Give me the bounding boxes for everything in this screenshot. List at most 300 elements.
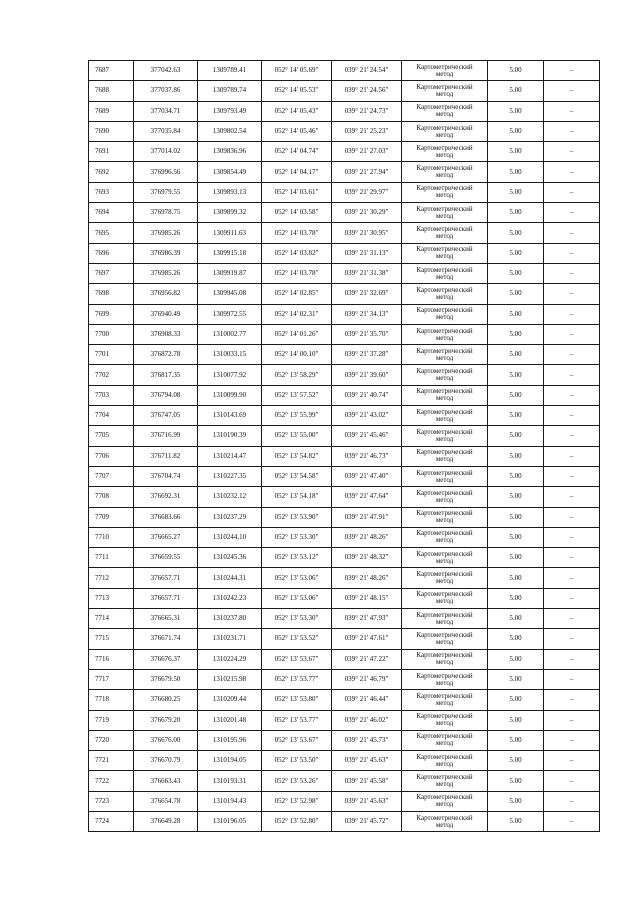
point-number-cell: 7692 (89, 162, 134, 182)
method-text-line: Картометрический (416, 103, 473, 112)
note-cell: – (544, 121, 600, 141)
method-text-line: Картометрический (416, 793, 473, 802)
accuracy-cell: 5.00 (488, 730, 544, 750)
accuracy-cell: 5.00 (488, 507, 544, 527)
x-coordinate-cell: 376676.00 (134, 730, 198, 750)
note-cell: – (544, 385, 600, 405)
y-coordinate-cell: 1309972.55 (198, 304, 262, 324)
note-cell: – (544, 426, 600, 446)
accuracy-cell: 5.00 (488, 142, 544, 162)
longitude-cell: 039° 21' 27.03" (332, 142, 402, 162)
point-number-cell: 7723 (89, 791, 134, 811)
x-coordinate-cell: 376979.55 (134, 182, 198, 202)
table-row (89, 466, 600, 486)
method-text-line: метод (435, 800, 454, 809)
method-cell (402, 527, 488, 547)
table-row (89, 121, 600, 141)
method-text-line: метод (435, 739, 454, 748)
method-cell (402, 446, 488, 466)
method-cell (402, 568, 488, 588)
latitude-cell: 052° 13' 53.12" (262, 548, 332, 568)
y-coordinate-cell: 1310244.31 (198, 568, 262, 588)
method-text-line: Картометрический (416, 732, 473, 741)
latitude-cell: 052° 13' 54.18" (262, 487, 332, 507)
table-row (89, 203, 600, 223)
table-row (89, 710, 600, 730)
point-number-cell: 7720 (89, 730, 134, 750)
note-cell: – (544, 223, 600, 243)
method-cell (402, 466, 488, 486)
y-coordinate-cell: 1309836.96 (198, 142, 262, 162)
longitude-cell: 039° 21' 27.94" (332, 162, 402, 182)
point-number-cell: 7713 (89, 588, 134, 608)
point-number-cell: 7715 (89, 629, 134, 649)
longitude-cell: 039° 21' 30.29" (332, 203, 402, 223)
method-cell (402, 284, 488, 304)
latitude-cell: 052° 13' 54.58" (262, 466, 332, 486)
note-cell: – (544, 61, 600, 81)
longitude-cell: 039° 21' 29.97" (332, 182, 402, 202)
latitude-cell: 052° 14' 02.31" (262, 304, 332, 324)
table-body (89, 61, 600, 832)
longitude-cell: 039° 21' 48.26" (332, 527, 402, 547)
x-coordinate-cell: 376676.37 (134, 649, 198, 669)
method-text-line: Картометрический (416, 590, 473, 599)
y-coordinate-cell: 1310143.69 (198, 406, 262, 426)
table-row (89, 385, 600, 405)
y-coordinate-cell: 1309945.08 (198, 284, 262, 304)
y-coordinate-cell: 1309919.87 (198, 263, 262, 283)
method-text-line: Картометрический (416, 326, 473, 335)
y-coordinate-cell: 1309915.18 (198, 243, 262, 263)
method-text-line: метод (435, 191, 454, 200)
longitude-cell: 039° 21' 32.69" (332, 284, 402, 304)
x-coordinate-cell: 376996.56 (134, 162, 198, 182)
note-cell: – (544, 446, 600, 466)
method-cell (402, 649, 488, 669)
method-text-line: метод (435, 475, 454, 484)
accuracy-cell: 5.00 (488, 284, 544, 304)
y-coordinate-cell: 1309789.74 (198, 81, 262, 101)
latitude-cell: 052° 13' 53.52" (262, 629, 332, 649)
table-row (89, 304, 600, 324)
note-cell: – (544, 345, 600, 365)
y-coordinate-cell: 1310231.71 (198, 629, 262, 649)
accuracy-cell: 5.00 (488, 751, 544, 771)
method-cell (402, 730, 488, 750)
latitude-cell: 052° 13' 53.77" (262, 669, 332, 689)
longitude-cell: 039° 21' 25.23" (332, 121, 402, 141)
method-cell (402, 101, 488, 121)
method-cell (402, 487, 488, 507)
point-number-cell: 7710 (89, 527, 134, 547)
table-row (89, 263, 600, 283)
method-text-line: Картометрический (416, 82, 473, 91)
note-cell: – (544, 669, 600, 689)
latitude-cell: 052° 13' 54.82" (262, 446, 332, 466)
note-cell: – (544, 284, 600, 304)
y-coordinate-cell: 1310190.39 (198, 426, 262, 446)
point-number-cell: 7696 (89, 243, 134, 263)
method-text-line: Картометрический (416, 549, 473, 558)
table-row (89, 548, 600, 568)
longitude-cell: 039° 21' 37.28" (332, 345, 402, 365)
method-cell (402, 426, 488, 446)
method-text-line: Картометрический (416, 123, 473, 132)
method-text-line: метод (435, 171, 454, 180)
y-coordinate-cell: 1309789.41 (198, 61, 262, 81)
table-row (89, 345, 600, 365)
method-text-line: метод (435, 698, 454, 707)
y-coordinate-cell: 1310244.10 (198, 527, 262, 547)
method-text-line: метод (435, 536, 454, 545)
x-coordinate-cell: 376986.39 (134, 243, 198, 263)
longitude-cell: 039° 21' 34.13" (332, 304, 402, 324)
method-text-line: Картометрический (416, 184, 473, 193)
point-number-cell: 7708 (89, 487, 134, 507)
accuracy-cell: 5.00 (488, 345, 544, 365)
table-row (89, 690, 600, 710)
x-coordinate-cell: 376657.71 (134, 588, 198, 608)
method-cell (402, 791, 488, 811)
y-coordinate-cell: 1310099.90 (198, 385, 262, 405)
method-cell (402, 669, 488, 689)
latitude-cell: 052° 14' 05.69" (262, 61, 332, 81)
method-text-line: Картометрический (416, 651, 473, 660)
latitude-cell: 052° 14' 03.78" (262, 223, 332, 243)
method-cell (402, 162, 488, 182)
y-coordinate-cell: 1310201.48 (198, 710, 262, 730)
accuracy-cell: 5.00 (488, 690, 544, 710)
method-text-line: метод (435, 110, 454, 119)
x-coordinate-cell: 376679.50 (134, 669, 198, 689)
point-number-cell: 7709 (89, 507, 134, 527)
y-coordinate-cell: 1309893.13 (198, 182, 262, 202)
x-coordinate-cell: 377042.63 (134, 61, 198, 81)
table-row (89, 811, 600, 831)
note-cell: – (544, 406, 600, 426)
x-coordinate-cell: 376908.33 (134, 324, 198, 344)
method-text-line: Картометрический (416, 610, 473, 619)
method-text-line: Картометрический (416, 752, 473, 761)
method-text-line: Картометрический (416, 225, 473, 234)
latitude-cell: 052° 14' 03.82" (262, 243, 332, 263)
table-row (89, 669, 600, 689)
method-cell (402, 811, 488, 831)
method-text-line: метод (435, 658, 454, 667)
longitude-cell: 039° 21' 46.02" (332, 710, 402, 730)
note-cell: – (544, 588, 600, 608)
table-row (89, 730, 600, 750)
table-row (89, 101, 600, 121)
point-number-cell: 7698 (89, 284, 134, 304)
accuracy-cell: 5.00 (488, 548, 544, 568)
table-row (89, 609, 600, 629)
accuracy-cell: 5.00 (488, 811, 544, 831)
method-text-line: метод (435, 232, 454, 241)
method-text-line: Картометрический (416, 712, 473, 721)
latitude-cell: 052° 13' 53.26" (262, 771, 332, 791)
table-row (89, 751, 600, 771)
latitude-cell: 052° 13' 55.00" (262, 426, 332, 446)
accuracy-cell: 5.00 (488, 101, 544, 121)
y-coordinate-cell: 1310033.15 (198, 345, 262, 365)
method-text-line: метод (435, 780, 454, 789)
point-number-cell: 7691 (89, 142, 134, 162)
accuracy-cell: 5.00 (488, 426, 544, 446)
longitude-cell: 039° 21' 47.22" (332, 649, 402, 669)
latitude-cell: 052° 14' 03.78" (262, 263, 332, 283)
method-cell (402, 588, 488, 608)
method-text-line: метод (435, 272, 454, 281)
latitude-cell: 052° 14' 04.17" (262, 162, 332, 182)
latitude-cell: 052° 13' 53.90" (262, 507, 332, 527)
method-text-line: Картометрический (416, 346, 473, 355)
point-number-cell: 7695 (89, 223, 134, 243)
latitude-cell: 052° 13' 57.52" (262, 385, 332, 405)
point-number-cell: 7707 (89, 466, 134, 486)
method-cell (402, 263, 488, 283)
note-cell: – (544, 751, 600, 771)
method-text-line: метод (435, 353, 454, 362)
method-text-line: метод (435, 130, 454, 139)
method-text-line: метод (435, 252, 454, 261)
method-cell (402, 548, 488, 568)
point-number-cell: 7693 (89, 182, 134, 202)
longitude-cell: 039° 21' 24.54" (332, 61, 402, 81)
accuracy-cell: 5.00 (488, 487, 544, 507)
x-coordinate-cell: 377037.86 (134, 81, 198, 101)
accuracy-cell: 5.00 (488, 446, 544, 466)
accuracy-cell: 5.00 (488, 588, 544, 608)
method-text-line: метод (435, 597, 454, 606)
method-text-line: Картометрический (416, 691, 473, 700)
point-number-cell: 7690 (89, 121, 134, 141)
x-coordinate-cell: 376671.74 (134, 629, 198, 649)
note-cell: – (544, 649, 600, 669)
point-number-cell: 7689 (89, 101, 134, 121)
accuracy-cell: 5.00 (488, 527, 544, 547)
accuracy-cell: 5.00 (488, 385, 544, 405)
point-number-cell: 7721 (89, 751, 134, 771)
point-number-cell: 7700 (89, 324, 134, 344)
latitude-cell: 052° 13' 58.29" (262, 365, 332, 385)
x-coordinate-cell: 376985.26 (134, 223, 198, 243)
accuracy-cell: 5.00 (488, 243, 544, 263)
accuracy-cell: 5.00 (488, 203, 544, 223)
table-row (89, 162, 600, 182)
table-row (89, 324, 600, 344)
point-number-cell: 7716 (89, 649, 134, 669)
x-coordinate-cell: 376817.35 (134, 365, 198, 385)
latitude-cell: 052° 13' 53.30" (262, 609, 332, 629)
table-row (89, 649, 600, 669)
point-number-cell: 7714 (89, 609, 134, 629)
method-text-line: метод (435, 577, 454, 586)
table-row (89, 426, 600, 446)
table-row (89, 61, 600, 81)
method-text-line: метод (435, 333, 454, 342)
note-cell: – (544, 487, 600, 507)
method-text-line: метод (435, 617, 454, 626)
point-number-cell: 7704 (89, 406, 134, 426)
accuracy-cell: 5.00 (488, 81, 544, 101)
longitude-cell: 039° 21' 45.63" (332, 791, 402, 811)
method-cell (402, 345, 488, 365)
accuracy-cell: 5.00 (488, 791, 544, 811)
note-cell: – (544, 324, 600, 344)
point-number-cell: 7724 (89, 811, 134, 831)
longitude-cell: 039° 21' 45.72" (332, 811, 402, 831)
x-coordinate-cell: 376872.78 (134, 345, 198, 365)
latitude-cell: 052° 13' 53.67" (262, 730, 332, 750)
x-coordinate-cell: 376940.49 (134, 304, 198, 324)
note-cell: – (544, 548, 600, 568)
latitude-cell: 052° 13' 55.99" (262, 406, 332, 426)
latitude-cell: 052° 13' 53.80" (262, 690, 332, 710)
method-cell (402, 61, 488, 81)
point-number-cell: 7697 (89, 263, 134, 283)
point-number-cell: 7701 (89, 345, 134, 365)
note-cell: – (544, 182, 600, 202)
method-text-line: метод (435, 292, 454, 301)
x-coordinate-cell: 376692.31 (134, 487, 198, 507)
x-coordinate-cell: 376657.71 (134, 568, 198, 588)
x-coordinate-cell: 376665.27 (134, 527, 198, 547)
point-number-cell: 7712 (89, 568, 134, 588)
y-coordinate-cell: 1309793.49 (198, 101, 262, 121)
note-cell: – (544, 243, 600, 263)
method-text-line: метод (435, 394, 454, 403)
method-text-line: Картометрический (416, 245, 473, 254)
y-coordinate-cell: 1310194.43 (198, 791, 262, 811)
note-cell: – (544, 629, 600, 649)
y-coordinate-cell: 1310195.96 (198, 730, 262, 750)
method-text-line: Картометрический (416, 367, 473, 376)
accuracy-cell: 5.00 (488, 609, 544, 629)
longitude-cell: 039° 21' 48.15" (332, 588, 402, 608)
longitude-cell: 039° 21' 47.93" (332, 609, 402, 629)
y-coordinate-cell: 1310194.05 (198, 751, 262, 771)
latitude-cell: 052° 13' 53.50" (262, 751, 332, 771)
x-coordinate-cell: 376711.82 (134, 446, 198, 466)
point-number-cell: 7711 (89, 548, 134, 568)
latitude-cell: 052° 14' 05.46" (262, 121, 332, 141)
method-cell (402, 304, 488, 324)
table-row (89, 365, 600, 385)
x-coordinate-cell: 376679.20 (134, 710, 198, 730)
y-coordinate-cell: 1309911.63 (198, 223, 262, 243)
point-number-cell: 7703 (89, 385, 134, 405)
y-coordinate-cell: 1310193.31 (198, 771, 262, 791)
point-number-cell: 7694 (89, 203, 134, 223)
latitude-cell: 052° 14' 01.26" (262, 324, 332, 344)
table-row (89, 588, 600, 608)
method-text-line: Картометрический (416, 285, 473, 294)
method-text-line: Картометрический (416, 529, 473, 538)
longitude-cell: 039° 21' 46.79" (332, 669, 402, 689)
accuracy-cell: 5.00 (488, 568, 544, 588)
method-text-line: метод (435, 89, 454, 98)
method-cell (402, 81, 488, 101)
x-coordinate-cell: 377014.02 (134, 142, 198, 162)
method-text-line: метод (435, 759, 454, 768)
longitude-cell: 039° 21' 31.13" (332, 243, 402, 263)
accuracy-cell: 5.00 (488, 406, 544, 426)
point-number-cell: 7699 (89, 304, 134, 324)
longitude-cell: 039° 21' 43.02" (332, 406, 402, 426)
latitude-cell: 052° 13' 53.77" (262, 710, 332, 730)
y-coordinate-cell: 1309802.54 (198, 121, 262, 141)
y-coordinate-cell: 1310196.05 (198, 811, 262, 831)
y-coordinate-cell: 1310245.36 (198, 548, 262, 568)
table-row (89, 223, 600, 243)
table-row (89, 568, 600, 588)
method-text-line: Картометрический (416, 488, 473, 497)
table-row (89, 446, 600, 466)
method-text-line: метод (435, 434, 454, 443)
point-number-cell: 7702 (89, 365, 134, 385)
coordinates-table (88, 60, 600, 832)
x-coordinate-cell: 376665.31 (134, 609, 198, 629)
method-text-line: Картометрический (416, 204, 473, 213)
method-cell (402, 243, 488, 263)
note-cell: – (544, 507, 600, 527)
note-cell: – (544, 142, 600, 162)
x-coordinate-cell: 376683.66 (134, 507, 198, 527)
accuracy-cell: 5.00 (488, 304, 544, 324)
method-text-line: Картометрический (416, 427, 473, 436)
note-cell: – (544, 466, 600, 486)
note-cell: – (544, 609, 600, 629)
table-row (89, 771, 600, 791)
longitude-cell: 039° 21' 47.91" (332, 507, 402, 527)
method-text-line: метод (435, 313, 454, 322)
table-row (89, 791, 600, 811)
method-cell (402, 365, 488, 385)
x-coordinate-cell: 376704.74 (134, 466, 198, 486)
method-text-line: метод (435, 69, 454, 78)
accuracy-cell: 5.00 (488, 223, 544, 243)
longitude-cell: 039° 21' 45.73" (332, 730, 402, 750)
method-cell (402, 324, 488, 344)
table-row (89, 507, 600, 527)
note-cell: – (544, 690, 600, 710)
method-cell (402, 690, 488, 710)
x-coordinate-cell: 376978.75 (134, 203, 198, 223)
accuracy-cell: 5.00 (488, 121, 544, 141)
method-text-line: метод (435, 516, 454, 525)
x-coordinate-cell: 376659.55 (134, 548, 198, 568)
y-coordinate-cell: 1310237.80 (198, 609, 262, 629)
method-text-line: метод (435, 678, 454, 687)
y-coordinate-cell: 1310242.23 (198, 588, 262, 608)
longitude-cell: 039° 21' 45.58" (332, 771, 402, 791)
method-cell (402, 629, 488, 649)
accuracy-cell: 5.00 (488, 669, 544, 689)
method-text-line: метод (435, 455, 454, 464)
method-text-line: метод (435, 820, 454, 829)
x-coordinate-cell: 376663.43 (134, 771, 198, 791)
method-text-line: метод (435, 719, 454, 728)
method-cell (402, 751, 488, 771)
point-number-cell: 7705 (89, 426, 134, 446)
y-coordinate-cell: 1310232.12 (198, 487, 262, 507)
longitude-cell: 039° 21' 47.64" (332, 487, 402, 507)
longitude-cell: 039° 21' 24.56" (332, 81, 402, 101)
latitude-cell: 052° 14' 03.61" (262, 182, 332, 202)
latitude-cell: 052° 14' 00.10" (262, 345, 332, 365)
